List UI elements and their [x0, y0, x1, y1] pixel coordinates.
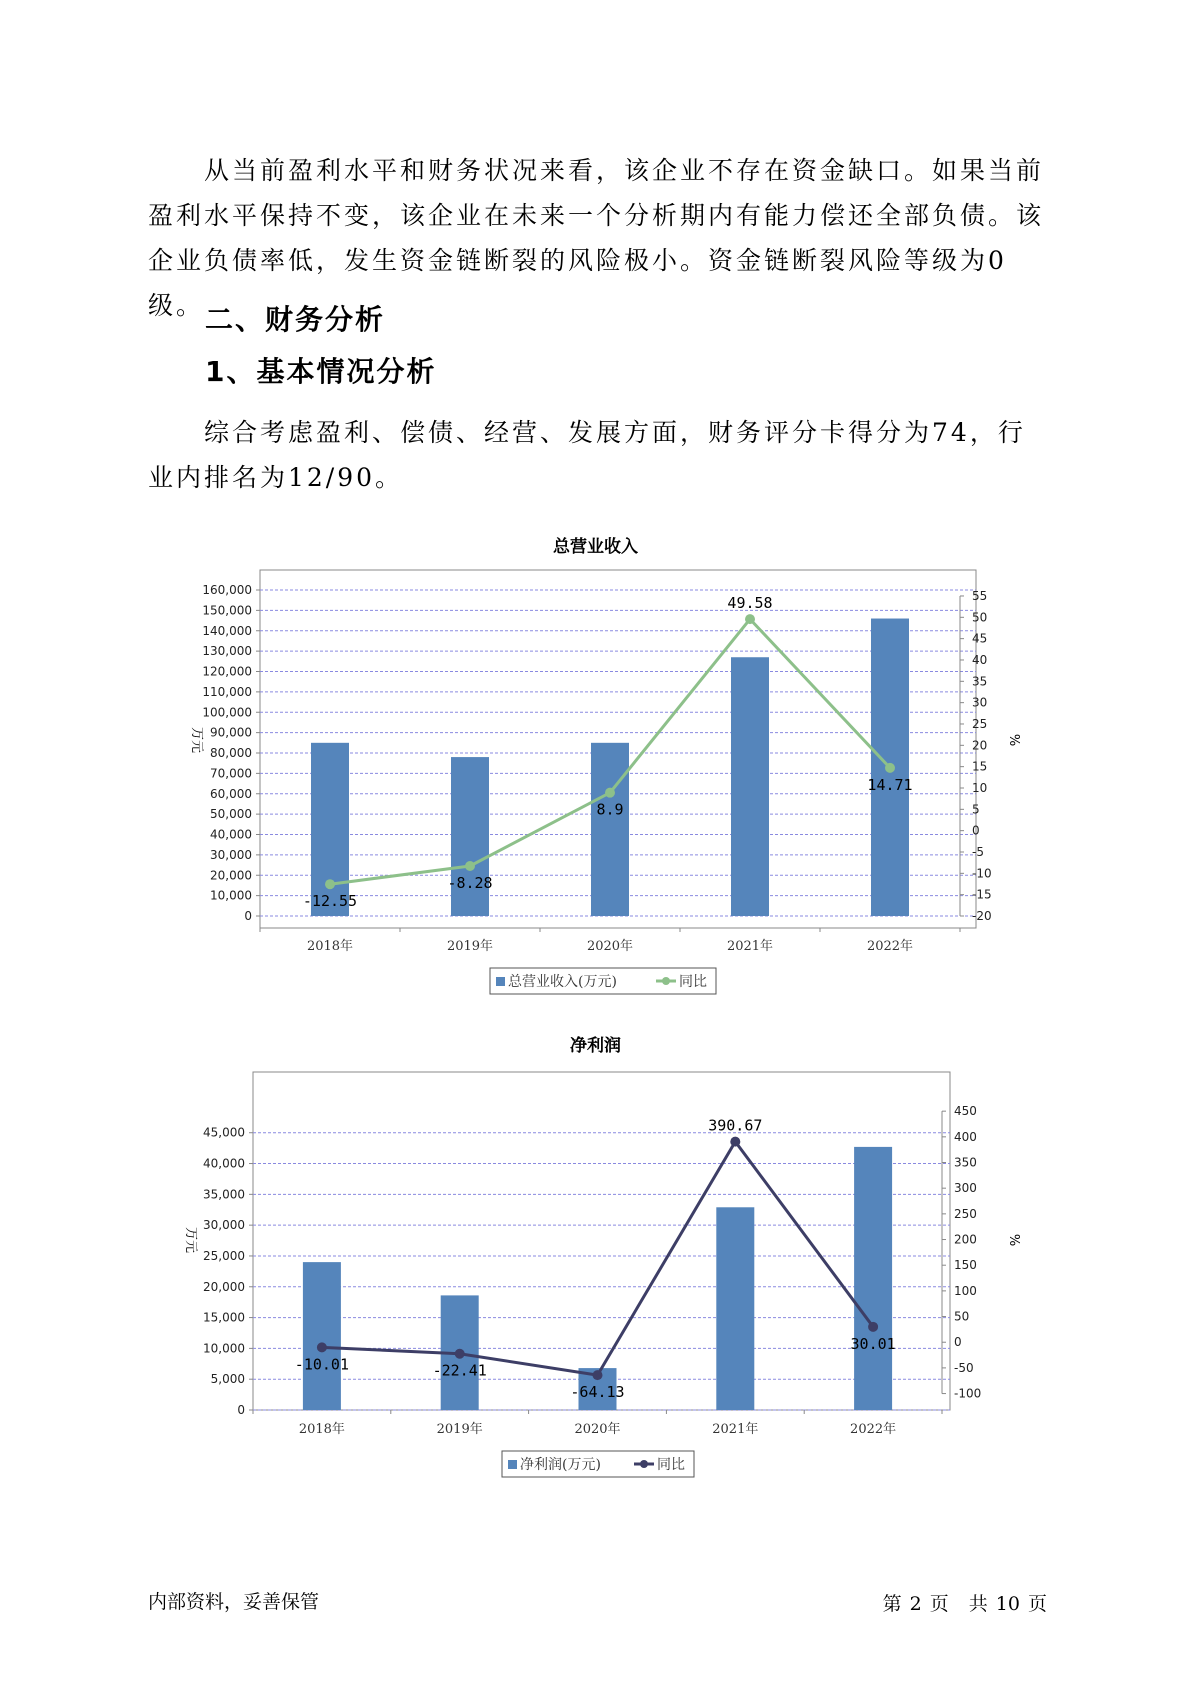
y2-tick-label: 100	[954, 1283, 977, 1298]
y-tick-label: 120,000	[202, 664, 252, 679]
x-tick-label: 2021年	[712, 1422, 759, 1437]
y-tick-label: 0	[244, 909, 252, 923]
y2-tick-label: -50	[954, 1360, 974, 1375]
x-tick-label: 2022年	[850, 1422, 897, 1437]
y2-tick-label: -20	[972, 909, 992, 923]
yoy-point	[465, 861, 475, 871]
bar	[731, 657, 769, 916]
y2-tick-label: 0	[954, 1335, 962, 1350]
y-tick-label: 140,000	[202, 623, 252, 638]
yoy-point	[745, 614, 755, 624]
yoy-point	[593, 1370, 603, 1380]
bar	[591, 743, 629, 916]
legend-line-marker	[662, 977, 670, 985]
page-number: 2	[909, 1593, 922, 1615]
y-tick-label: 0	[237, 1403, 245, 1417]
x-tick-label: 2020年	[574, 1422, 621, 1437]
y2-tick-label: 40	[972, 652, 988, 667]
yoy-data-label: -10.01	[294, 1355, 349, 1374]
y2-tick-label: 300	[954, 1181, 977, 1196]
y-tick-label: 20,000	[210, 868, 252, 883]
y-tick-label: 35,000	[203, 1187, 245, 1202]
x-tick-label: 2019年	[436, 1422, 483, 1437]
y-tick-label: 5,000	[210, 1372, 245, 1387]
bar	[854, 1147, 892, 1410]
page-unit: 页	[929, 1593, 949, 1615]
legend-bar-label: 净利润(万元)	[520, 1457, 601, 1473]
y2-tick-label: 200	[954, 1232, 977, 1247]
y2-axis-title: %	[1006, 733, 1021, 747]
y-tick-label: 160,000	[202, 583, 252, 597]
legend-line-label: 同比	[679, 974, 707, 990]
yoy-line	[322, 1142, 873, 1376]
total-unit: 页	[1027, 1593, 1047, 1615]
y-tick-label: 45,000	[203, 1125, 245, 1140]
y2-axis-title: %	[1006, 1233, 1021, 1247]
y-tick-label: 70,000	[210, 766, 252, 781]
y2-tick-label: 20	[972, 738, 988, 753]
y-axis-title: 万元	[189, 726, 204, 754]
y2-tick-label: -15	[972, 887, 992, 902]
y2-tick-label: 30	[972, 695, 988, 710]
y-tick-label: 10,000	[203, 1341, 245, 1356]
yoy-point	[317, 1342, 327, 1352]
yoy-point	[605, 788, 615, 798]
footer-confidential: 内部资料，妥善保管	[148, 1591, 320, 1613]
yoy-point	[730, 1137, 740, 1147]
yoy-data-label: -22.41	[432, 1361, 487, 1380]
y-tick-label: 100,000	[202, 705, 252, 720]
y2-tick-label: 0	[972, 823, 980, 838]
y2-tick-label: -5	[972, 844, 984, 859]
footer-page-info	[879, 1589, 1051, 1616]
paragraph-risk-summary: 从当前盈利水平和财务状况来看，该企业不存在资金缺口。如果当前盈利水平保持不变，该企业在未来一个分析期内有能力偿还全部负债。该企业负债率低，发生资金链断裂的风险极小。资金链断裂风险等级为0级。	[148, 156, 1045, 320]
total-prefix: 共	[968, 1593, 988, 1615]
y2-tick-label: -10	[972, 866, 992, 881]
yoy-point	[868, 1322, 878, 1332]
bar	[451, 757, 489, 916]
yoy-data-label: 8.9	[596, 800, 624, 819]
total-pages: 10	[995, 1593, 1020, 1615]
revenue-chart	[0, 560, 1191, 990]
net-profit-chart	[0, 1060, 1191, 1480]
y2-tick-label: 10	[972, 780, 988, 795]
yoy-data-label: 30.01	[850, 1334, 896, 1353]
legend-bar-swatch	[508, 1460, 517, 1469]
yoy-data-label: -12.55	[302, 892, 358, 911]
y2-tick-label: 55	[972, 588, 988, 603]
y2-tick-label: 50	[972, 610, 988, 625]
chart-title-revenue: 总营业收入	[553, 537, 638, 557]
legend-line-marker	[640, 1460, 648, 1468]
page-prefix: 第	[882, 1593, 902, 1615]
yoy-data-label: -8.28	[447, 873, 493, 892]
bar	[311, 743, 349, 916]
y2-tick-label: 350	[954, 1155, 977, 1170]
y-tick-label: 40,000	[203, 1156, 245, 1171]
x-tick-label: 2022年	[866, 939, 914, 954]
y-tick-label: 110,000	[202, 684, 252, 699]
paragraph-score: 综合考虑盈利、偿债、经营、发展方面，财务评分卡得分为74，行业内排名为12/90。	[148, 418, 1026, 492]
subsection-heading: 1、基本情况分析	[205, 355, 437, 388]
y-tick-label: 40,000	[210, 827, 252, 842]
y2-tick-label: 35	[972, 674, 988, 689]
y-tick-label: 50,000	[210, 807, 252, 822]
legend-line-label: 同比	[657, 1457, 685, 1473]
legend-bar-label: 总营业收入(万元)	[508, 974, 617, 990]
yoy-data-label: 390.67	[708, 1116, 763, 1135]
y-tick-label: 130,000	[202, 644, 252, 659]
bar	[716, 1207, 754, 1410]
y-axis-title: 万元	[183, 1226, 198, 1254]
yoy-point	[325, 879, 335, 889]
y-tick-label: 30,000	[203, 1218, 245, 1233]
y2-tick-label: 45	[972, 631, 988, 646]
yoy-data-label: -64.13	[570, 1383, 625, 1402]
y2-tick-label: 15	[972, 759, 988, 774]
y2-tick-label: 50	[954, 1309, 970, 1324]
x-tick-label: 2018年	[298, 1422, 345, 1437]
y-tick-label: 20,000	[203, 1279, 245, 1294]
y-tick-label: 80,000	[210, 746, 252, 760]
yoy-point	[455, 1349, 465, 1359]
y2-tick-label: 450	[954, 1104, 977, 1119]
x-tick-label: 2021年	[726, 939, 774, 954]
y-tick-label: 90,000	[210, 725, 252, 740]
yoy-point	[885, 763, 895, 773]
x-tick-label: 2018年	[306, 939, 354, 954]
y-tick-label: 60,000	[210, 786, 252, 801]
yoy-data-label: 14.71	[867, 775, 913, 794]
y2-tick-label: 150	[954, 1258, 977, 1273]
y-tick-label: 150,000	[202, 603, 252, 618]
y2-tick-label: 400	[954, 1129, 977, 1144]
y-tick-label: 15,000	[203, 1310, 245, 1325]
x-tick-label: 2020年	[586, 939, 634, 954]
y-tick-label: 25,000	[203, 1248, 245, 1263]
y2-tick-label: 5	[972, 802, 980, 817]
bar	[303, 1262, 341, 1410]
section-heading: 二、财务分析	[205, 303, 386, 336]
y2-tick-label: 250	[954, 1206, 977, 1221]
yoy-data-label: 49.58	[727, 594, 773, 613]
y2-tick-label: 25	[972, 716, 988, 731]
x-tick-label: 2019年	[446, 939, 494, 954]
y-tick-label: 10,000	[210, 888, 252, 903]
legend-bar-swatch	[496, 977, 505, 986]
y2-tick-label: -100	[954, 1386, 982, 1401]
plot-frame	[253, 1072, 950, 1410]
y-tick-label: 30,000	[210, 847, 252, 862]
chart-title-net-profit: 净利润	[570, 1036, 621, 1056]
